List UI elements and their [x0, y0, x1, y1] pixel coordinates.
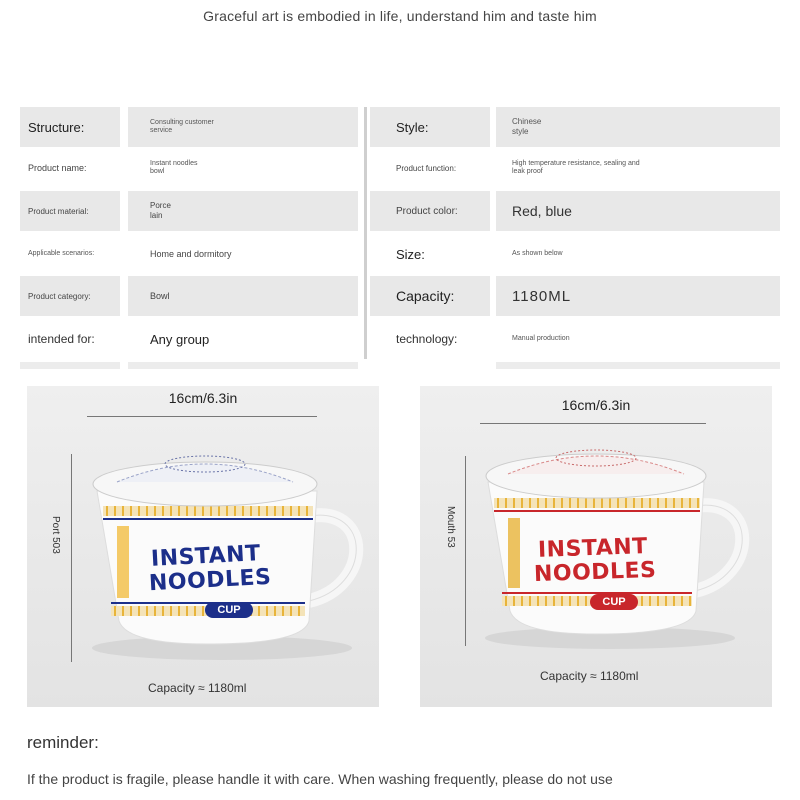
logo-text-line2: NOODLES [533, 557, 657, 588]
logo-text-line2: NOODLES [148, 564, 273, 597]
spec-value: Bowl [128, 276, 358, 316]
column-divider [364, 107, 367, 359]
spec-value: Home and dormitory [150, 249, 232, 259]
spec-value: Red, blue [496, 191, 780, 231]
spec-table [20, 107, 780, 369]
spec-row [20, 191, 780, 231]
spec-row [20, 107, 780, 147]
logo-text-line1: INSTANT [537, 534, 649, 563]
spec-label: Structure: [20, 107, 120, 147]
spec-label: Size: [396, 246, 425, 262]
spec-label: Style: [370, 107, 490, 147]
spec-label: Product category: [20, 276, 120, 316]
reminder-title: reminder: [27, 733, 99, 752]
height-label: Port 503 [50, 516, 61, 554]
spec-label: Product name: [28, 163, 87, 173]
spec-label: Product color: [370, 191, 490, 231]
height-label: Mouth 53 [445, 506, 456, 548]
product-photo-red [420, 386, 772, 707]
capacity-label: Capacity ≈ 1180ml [540, 669, 639, 683]
spec-row [20, 276, 780, 316]
reminder-text: If the product is fragile, please handle it with care. When washing frequently, please do not use [27, 771, 613, 787]
spec-value: Porce lain [128, 191, 358, 231]
spec-value: Any group [150, 331, 210, 347]
cup-badge: CUP [205, 602, 253, 618]
spec-value: High temperature resistance, sealing and leak proof [512, 160, 640, 175]
spec-row [20, 319, 780, 359]
spec-value: As shown below [512, 250, 563, 257]
spec-value: Instant noodles bowl [150, 160, 198, 175]
spec-row [20, 234, 780, 274]
product-photo-blue [27, 386, 379, 707]
spec-value: Manual production [512, 335, 570, 342]
spec-label: intended for: [28, 332, 95, 346]
width-label: 16cm/6.3in [168, 390, 238, 406]
capacity-label: Capacity ≈ 1180ml [148, 681, 247, 695]
logo-text-line1: INSTANT [150, 541, 262, 572]
cup-badge: CUP [590, 594, 638, 610]
spec-value: 1180ML [496, 276, 780, 316]
spec-label: Capacity: [370, 276, 490, 316]
spec-row [20, 148, 780, 188]
spec-label: Product function: [396, 163, 457, 173]
table-bottom-strip [20, 362, 780, 369]
spec-label: technology: [396, 332, 458, 346]
width-label: 16cm/6.3in [561, 397, 631, 413]
spec-value: Consulting customer service [128, 107, 358, 147]
spec-label: Product material: [20, 191, 120, 231]
tagline: Graceful art is embodied in life, understand him and taste him [203, 8, 597, 24]
spec-value: Chinese style [496, 107, 780, 147]
spec-label: Applicable scenarios: [28, 250, 95, 257]
